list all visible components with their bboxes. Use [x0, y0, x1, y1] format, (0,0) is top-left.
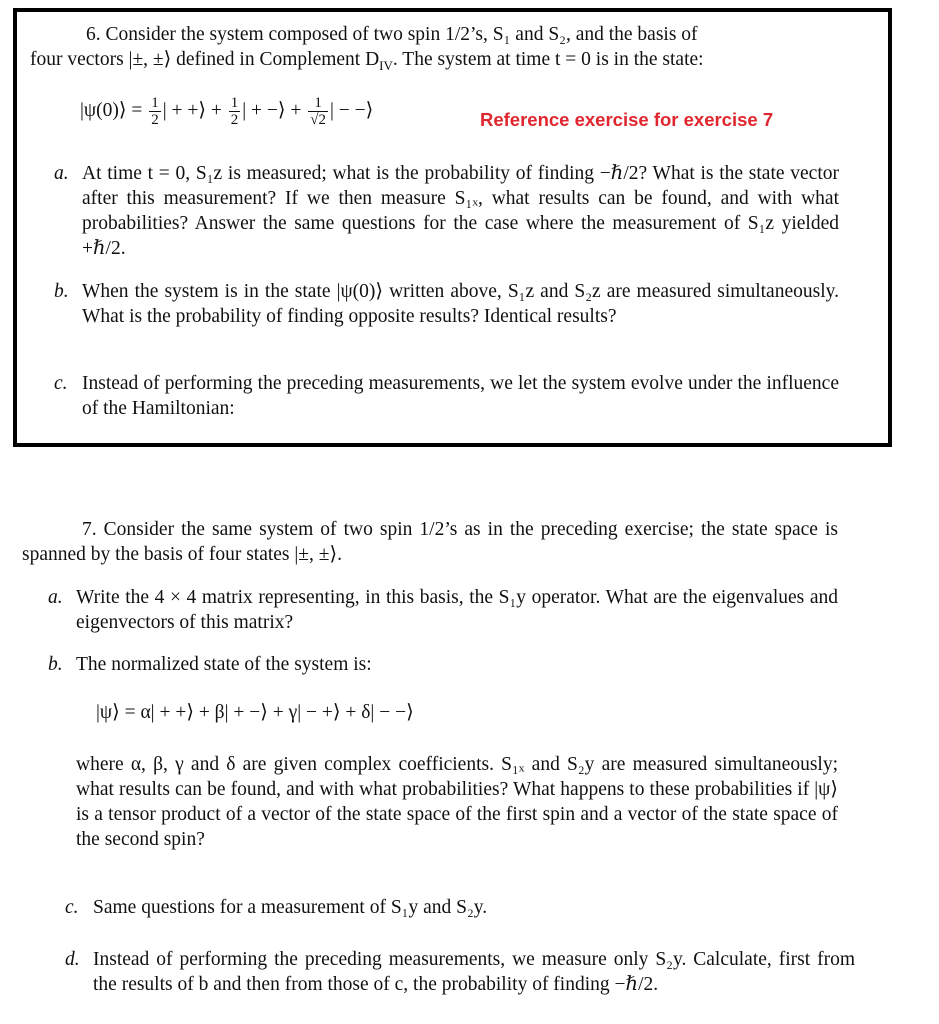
- fraction-2-den: 2: [230, 112, 239, 128]
- part-c-label: c.: [65, 897, 79, 918]
- eq-term-3: | − −⟩: [329, 99, 374, 121]
- part-a-text: At time t = 0, S₁z is measured; what is the probability of finding −ℏ/2? What is the state vector after this measurement? If we then measure S₁ₓ, what results can be found, and with what probabilities? Answer the same questions for the case where the measurement of S₁z yielded +ℏ/2.: [82, 163, 839, 259]
- eq-term-1: | + +⟩ +: [162, 99, 222, 121]
- fraction-1: [149, 95, 161, 128]
- exercise-6-intro-line2-text: four vectors |±, ±⟩ defined in Complement D: [30, 49, 380, 70]
- fraction-3-den: √2: [310, 112, 326, 128]
- complement-subscript: IV: [379, 57, 393, 73]
- exercise-6-intro: [30, 22, 840, 78]
- eq-term-2: | + −⟩ +: [242, 99, 302, 121]
- part-d-text: Instead of performing the preceding measurements, we measure only S₂y. Calculate, first from the results of b and then from those of c, the probability of finding −ℏ/2.: [93, 949, 855, 995]
- part-a-text: Write the 4 × 4 matrix representing, in this basis, the S₁y operator. What are the eigenvalues and eigenvectors of this matrix?: [76, 587, 838, 633]
- exercise-7-part-b-continued: [76, 752, 838, 852]
- part-c-label: c.: [54, 373, 68, 394]
- exercise-7-part-d: [65, 947, 855, 997]
- eq-lhs: |ψ(0)⟩ =: [80, 99, 143, 121]
- fraction-2-num: 1: [230, 95, 239, 111]
- exercise-7-part-c: [65, 895, 838, 920]
- exercise-6-part-b: [54, 279, 839, 329]
- part-a-label: a.: [54, 163, 69, 184]
- reference-note: Reference exercise for exercise 7: [480, 109, 774, 130]
- state-equation: |ψ⟩ = α| + +⟩ + β| + −⟩ + γ| − +⟩ + δ| − −⟩: [96, 702, 414, 723]
- exercise-7-intro: 7. Consider the same system of two spin 1/2’s as in the preceding exercise; the state space is spanned by the basis of four states |±, ±⟩.: [22, 519, 838, 565]
- part-c-text: Same questions for a measurement of S₁y and S₂y.: [93, 897, 488, 918]
- fraction-1-num: 1: [151, 95, 159, 111]
- part-b-text: The normalized state of the system is:: [76, 654, 372, 675]
- part-b-text-continued: where α, β, γ and δ are given complex coefficients. S₁ₓ and S₂y are measured simultaneously; what results can be found, and with what probabilities? What happens to these probabilities if |ψ⟩ is a tensor product of a vector of the state space of the first spin and a vector of the state space of the second spin?: [76, 754, 838, 850]
- exercise-6-intro-tail: . The system at time t = 0 is in the state:: [392, 49, 704, 70]
- part-a-label: a.: [48, 587, 63, 608]
- part-d-label: d.: [65, 949, 80, 970]
- part-b-text: When the system is in the state |ψ(0)⟩ written above, S₁z and S₂z are measured simultaneously. What is the probability of finding opposite results? Identical results?: [82, 281, 839, 327]
- exercise-6-intro-line1: 6. Consider the system composed of two spin 1/2’s, S₁ and S₂, and the basis of: [86, 24, 698, 45]
- exercise-7-part-a: [48, 585, 838, 635]
- fraction-3: [308, 95, 328, 128]
- fraction-3-num: 1: [308, 95, 328, 112]
- exercise-6-intro-line2: [30, 49, 704, 73]
- part-b-label: b.: [54, 281, 69, 302]
- exercise-6-part-c: [54, 371, 839, 421]
- exercise-6-part-a: [54, 161, 839, 261]
- part-b-label: b.: [48, 654, 63, 675]
- fraction-1-den: 2: [151, 112, 159, 128]
- exercise-7-part-b: [48, 652, 838, 677]
- initial-state-equation: [80, 95, 373, 128]
- part-c-text: Instead of performing the preceding measurements, we let the system evolve under the influence of the Hamiltonian:: [82, 373, 839, 419]
- fraction-2: [229, 95, 241, 128]
